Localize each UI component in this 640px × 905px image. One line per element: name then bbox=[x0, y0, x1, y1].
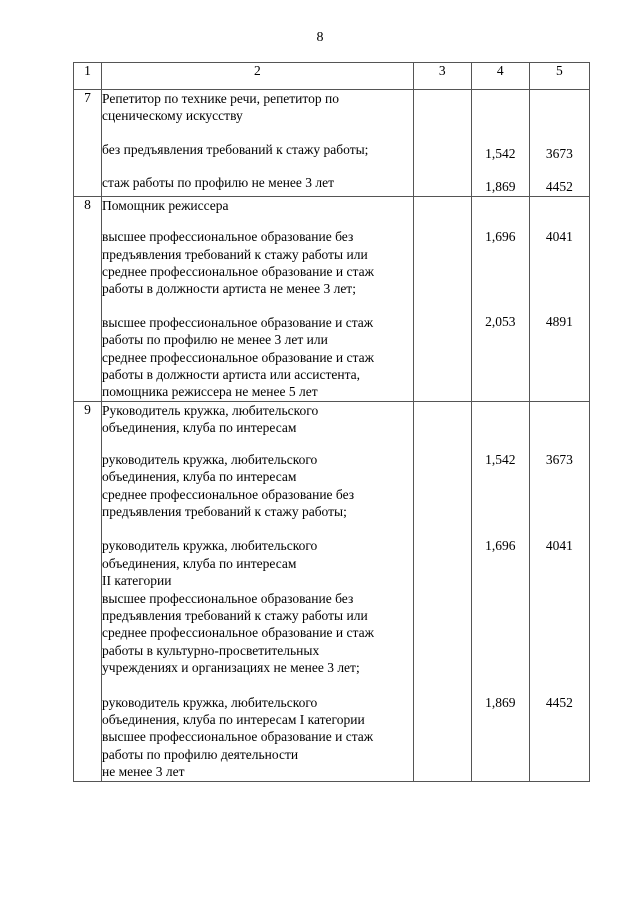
qualification-text: высшее профессиональное образование и стаж работы по профилю не менее 3 лет или среднее профессиональное образование и стаж работы в должности артиста или ассистента, помощника режиссера не менее 5 лет bbox=[102, 314, 374, 400]
table-row bbox=[74, 401, 590, 781]
salary-cell bbox=[529, 196, 589, 401]
salary-value: 3673 bbox=[545, 146, 573, 161]
coefficient-value: 1,696 bbox=[485, 228, 516, 244]
header-cell-5: 5 bbox=[529, 63, 589, 90]
table-row bbox=[74, 196, 590, 401]
salary-cell bbox=[529, 90, 589, 197]
table-row bbox=[74, 90, 590, 197]
coefficient-value: 1,696 bbox=[485, 538, 516, 554]
header-cell-3: 3 bbox=[413, 63, 471, 90]
table-header-row bbox=[74, 63, 590, 90]
empty-cell bbox=[413, 90, 471, 197]
row-number: 9 bbox=[74, 401, 102, 781]
salary-value: 4452 bbox=[545, 694, 573, 710]
page-number: 8 bbox=[316, 30, 324, 45]
row-number: 8 bbox=[74, 196, 102, 401]
salary-value: 4452 bbox=[545, 179, 573, 195]
qualification-text: руководитель кружка, любительского объединения, клуба по интересам II категории высшее профессиональное образование без предъявления требований к стажу работы или среднее профессиональное образование и стаж работы в культурно-просветительных учреждениях и организациях не менее 3 лет; bbox=[102, 538, 374, 676]
header-cell-1: 1 bbox=[74, 63, 102, 90]
salary-table bbox=[73, 62, 590, 782]
coefficient-cell bbox=[471, 196, 529, 401]
position-title: Помощник режиссера bbox=[102, 197, 229, 213]
empty-cell bbox=[413, 401, 471, 781]
coefficient-value: 2,053 bbox=[485, 314, 516, 330]
coefficient-cell bbox=[471, 401, 529, 781]
position-description bbox=[102, 196, 414, 401]
coefficient-cell bbox=[471, 90, 529, 197]
qualification-text: высшее профессиональное образование без предъявления требований к стажу работы или среднее профессиональное образование и стаж работы в должности артиста не менее 3 лет; bbox=[102, 229, 374, 297]
header-cell-4: 4 bbox=[471, 63, 529, 90]
qualification-text: без предъявления требований к стажу работы; bbox=[102, 141, 369, 157]
salary-value: 4891 bbox=[545, 314, 573, 330]
coefficient-value: 1,542 bbox=[485, 146, 516, 161]
position-title: Репетитор по технике речи, репетитор по сценическому искусству bbox=[102, 91, 339, 124]
position-title: Руководитель кружка, любительского объединения, клуба по интересам bbox=[102, 402, 319, 436]
header-cell-2: 2 bbox=[102, 63, 414, 90]
position-description bbox=[102, 401, 414, 781]
coefficient-value: 1,869 bbox=[485, 694, 516, 710]
coefficient-value: 1,869 bbox=[485, 179, 516, 195]
salary-value: 4041 bbox=[545, 538, 573, 554]
empty-cell bbox=[413, 196, 471, 401]
salary-value: 4041 bbox=[545, 228, 573, 244]
position-description bbox=[102, 90, 414, 197]
salary-cell bbox=[529, 401, 589, 781]
qualification-text: руководитель кружка, любительского объединения, клуба по интересам I категории высшее профессиональное образование и стаж работы по профилю деятельности не менее 3 лет bbox=[102, 694, 374, 780]
row-number: 7 bbox=[74, 90, 102, 197]
qualification-text: руководитель кружка, любительского объединения, клуба по интересам среднее профессиональное образование без предъявления требований к стажу работы; bbox=[102, 451, 355, 519]
salary-value: 3673 bbox=[545, 451, 573, 467]
coefficient-value: 1,542 bbox=[485, 451, 516, 467]
qualification-text: стаж работы по профилю не менее 3 лет bbox=[102, 175, 335, 191]
